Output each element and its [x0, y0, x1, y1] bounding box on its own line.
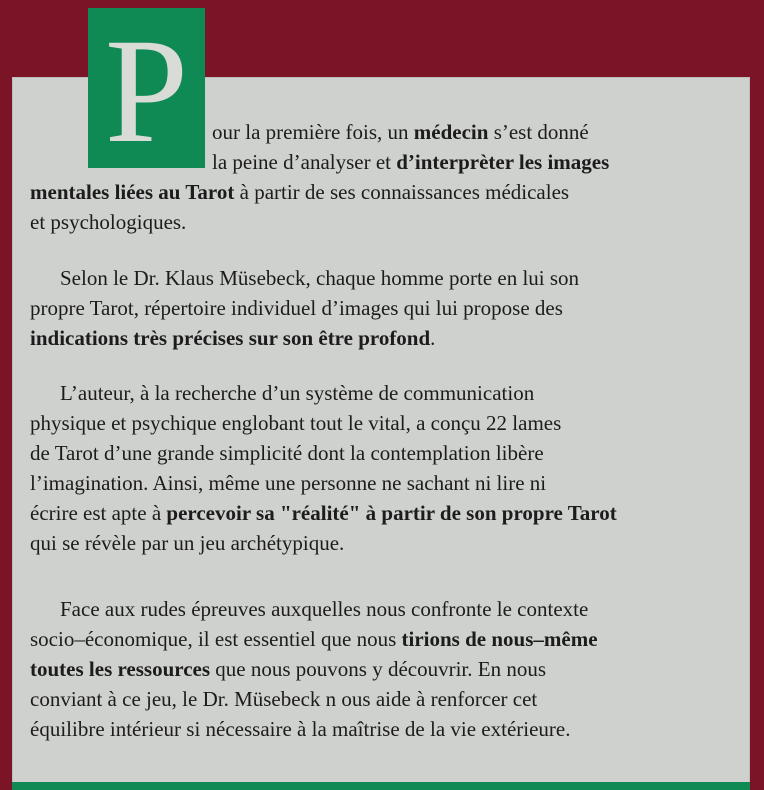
p4-line-4: conviant à ce jeu, le Dr. Müsebeck n ous aide à renforcer cet [30, 687, 538, 711]
p4-line-1: Face aux rudes épreuves auxquelles nous confronte le contexte [60, 597, 589, 621]
p1-line-4: et psychologiques. [30, 210, 187, 234]
p1-line-3: mentales liées au Tarot à partir de ses connaissances médicales [30, 180, 570, 204]
drop-cap-letter: P [104, 8, 189, 174]
paragraph-4 [30, 594, 730, 744]
p3-line-2: physique et psychique englobant tout le vital, a conçu 22 lames [30, 411, 562, 435]
p3-line-1: L’auteur, à la recherche d’un système de communication [60, 381, 535, 405]
p4-line-5: équilibre intérieur si nécessaire à la maîtrise de la vie extérieure. [30, 717, 571, 741]
p4-line-2: socio–économique, il est essentiel que nous tirions de nous–même [30, 627, 598, 651]
p2-line-3: indications très précises sur son être profond. [30, 326, 436, 350]
paragraph-2 [30, 263, 730, 353]
p2-line-1: Selon le Dr. Klaus Müsebeck, chaque homme porte en lui son [60, 266, 580, 290]
p3-line-3: de Tarot d’une grande simplicité dont la contemplation libère [30, 441, 544, 465]
p1-line-2: la peine d’analyser et d’interprèter les images [212, 150, 610, 174]
bottom-green-strip [12, 782, 750, 790]
p3-line-6: qui se révèle par un jeu archétypique. [30, 531, 345, 555]
p2-line-2: propre Tarot, répertoire individuel d’images qui lui propose des [30, 296, 563, 320]
paragraph-3 [30, 378, 730, 558]
paragraph-1 [30, 117, 730, 237]
p3-line-4: l’imagination. Ainsi, même une personne ne sachant ni lire ni [30, 471, 547, 495]
p1-line-1: our la première fois, un médecin s’est donné [212, 120, 589, 144]
p4-line-3: toutes les ressources que nous pouvons y découvrir. En nous [30, 657, 547, 681]
p3-line-5: écrire est apte à percevoir sa "réalité" à partir de son propre Tarot [30, 501, 617, 525]
